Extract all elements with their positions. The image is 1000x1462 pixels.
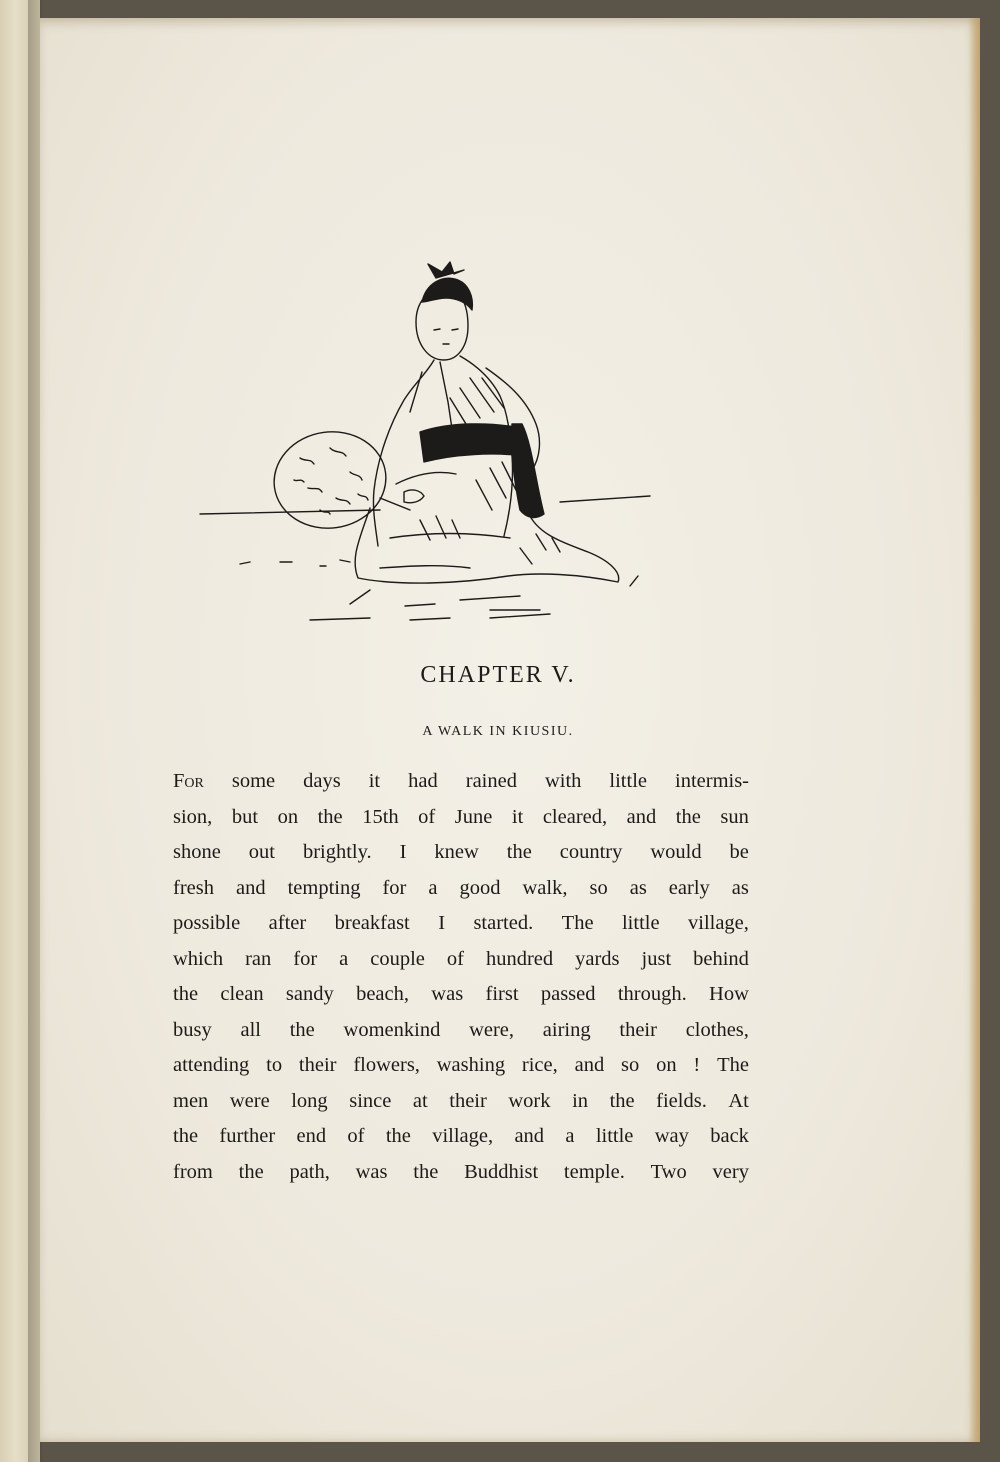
woman-with-fan-illustration — [190, 248, 660, 638]
text-line-content: some days it had rained with little intermis- — [231, 770, 750, 792]
text-line: the further end of the village, and a little way back — [173, 1125, 749, 1147]
chapter-title: CHAPTER V. — [420, 662, 576, 688]
text-line: possible after breakfast I started. The little village, — [173, 912, 749, 934]
text-line: sion, but on the 15th of June it cleared, and the sun — [173, 805, 749, 828]
page-edge-shading — [968, 18, 980, 1442]
text-line: busy all the womenkind were, airing their clothes, — [173, 1018, 749, 1041]
text-line: which ran for a couple of hundred yards just behind — [173, 947, 749, 970]
body-text — [173, 764, 749, 1190]
text-line: shone out brightly. I knew the country would be — [173, 841, 749, 863]
text-line: from the path, was the Buddhist temple. Two very — [173, 1160, 749, 1183]
text-line: fresh and tempting for a good walk, so as early as — [173, 876, 749, 899]
lead-word: For — [173, 770, 204, 792]
text-line — [173, 764, 749, 800]
text-line: men were long since at their work in the fields. At — [173, 1089, 749, 1112]
chapter-subtitle: A WALK IN KIUSIU. — [422, 724, 574, 739]
text-line: attending to their flowers, washing rice, and so on ! The — [173, 1054, 749, 1076]
book-page — [40, 18, 980, 1442]
text-line: the clean sandy beach, was first passed through. How — [173, 983, 749, 1005]
